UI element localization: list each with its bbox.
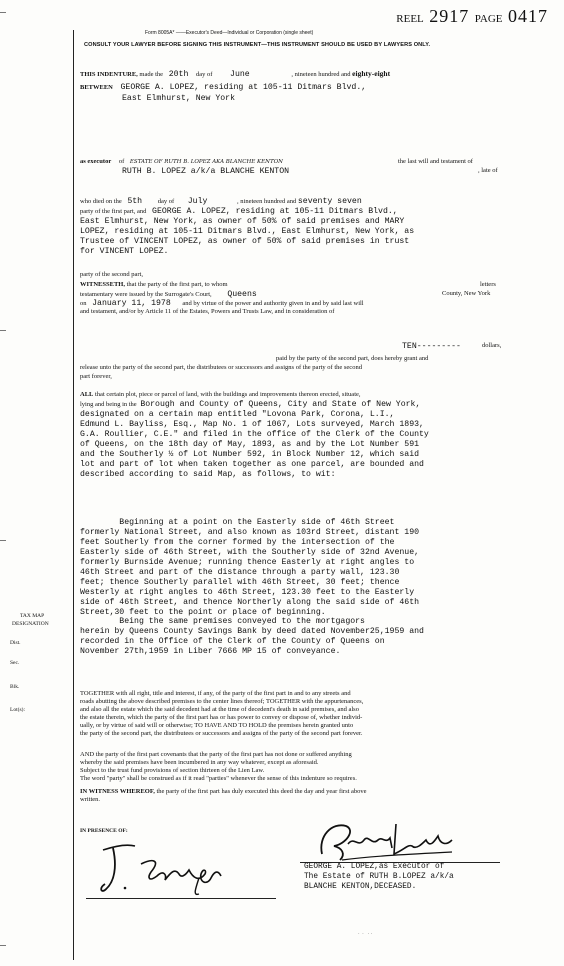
all-text-1: that certain plot, piece or parcel of land, with the buildings and improvements thereon erected, situate, [95, 391, 361, 398]
covenant-line: Subject to the trust fund provisions of section thirteen of the Lien Law. [80, 767, 265, 774]
died-year-pre: , nineteen hundred and [237, 198, 297, 205]
page-label: PAGE [474, 13, 503, 25]
in-presence-of: IN PRESENCE OF: [80, 828, 128, 834]
edge-mark [0, 12, 6, 13]
legal-desc-line: G.A. Roullier, C.E." and filed in the office of the Clerk of the County [80, 430, 429, 439]
beginning-line: feet Southerly from the corner formed by the intersection of the [80, 538, 395, 547]
witness-whereof-line2: written. [80, 796, 101, 803]
of-text: of [118, 158, 125, 165]
letters-date: January 11, 1978 [92, 299, 171, 308]
beginning-line: side of 46th Street, and thence Northerly along the said side of 46th [80, 598, 420, 607]
indenture-lead: THIS INDENTURE, [80, 71, 138, 78]
together-line: roads abutting the above described premises to the center lines thereof; TOGETHER with the appurtenances, [80, 698, 364, 705]
handwritten-estate-note: ESTATE OF RUTH B. LOPEZ AKA BLANCHE KENTON [129, 159, 283, 165]
grantee-line1 [80, 207, 510, 217]
being-line: recorded in the Office of the Clerk of the County of Queens on [80, 637, 385, 646]
lots-label: Lot(s): [10, 707, 25, 713]
covenant-line: The word "party" shall be construed as if it read "parties" whenever the sense of this indenture so requires. [80, 775, 357, 782]
indenture-day: 20th [168, 70, 189, 79]
reel-label: REEL [396, 13, 424, 25]
died-line [80, 197, 510, 207]
consult-lawyer-notice: CONSULT YOUR LAWYER BEFORE SIGNING THIS INSTRUMENT—THIS INSTRUMENT SHOULD BE USED BY LAWYERS ONLY. [84, 42, 431, 48]
legal-desc-line: and the Southerly ½ of Lot Number 592, in Block Number 12, which said [80, 450, 420, 459]
between-party-line1: GEORGE A. LOPEZ, residing at 105-11 Ditmars Blvd., [120, 83, 367, 92]
consideration-amount: TEN--------- [402, 342, 461, 351]
legal-desc-line: designated on a certain map entitled "Lovona Park, Corona, L.I., [80, 410, 395, 419]
together-line: TOGETHER with all right, title and interest, if any, of the party of the first part in and to any streets and [80, 690, 351, 697]
form-line: Form 8005A* ——Executor's Deed—Individual or Corporation (single sheet) [145, 30, 314, 36]
release-line1: release unto the party of the second part, the distributees or successors and assigns of the party of the second [80, 364, 362, 371]
indenture-line [80, 70, 510, 80]
tax-map-label: TAX MAP [20, 613, 45, 619]
witnesseth-text-1b: letters [480, 281, 496, 288]
indenture-year: eighty-eight [352, 69, 391, 78]
being-line: herein by Queens County Savings Bank by deed dated November25,1959 and [80, 627, 424, 636]
reel-number: 2917 [429, 6, 470, 26]
covenant-line: whereby the said premises have been incumbered in any way whatever, except as aforesaid. [80, 759, 319, 766]
sec-label: Sec. [10, 660, 20, 666]
reel-page-stamp [396, 6, 548, 27]
witnesseth-line1 [80, 281, 510, 289]
blk-label: Blk. [10, 684, 20, 690]
between-party-line2: East Elmhurst, New York [122, 94, 236, 103]
second-party-line: party of the second part, [80, 271, 143, 278]
executor-line [80, 158, 510, 166]
grantee-line4: Trustee of VINCENT LOPEZ, as owner of 50% of said premises in trust [80, 237, 410, 246]
grantee-text-1: GEORGE A. LOPEZ, residing at 105-11 Ditmars Blvd., [152, 207, 398, 216]
died-pre-text: who died on the [80, 198, 122, 205]
grantee-line2: East Elmhurst, New York, as owner of 50% of said premises and MARY [80, 217, 405, 226]
party-first-pre: party of the first part, and [80, 208, 147, 215]
year-pre-text: , nineteen hundred and [291, 71, 351, 78]
grantee-line3: LOPEZ, residing at 105-11 Ditmars Blvd., East Elmhurst, New York, as [80, 227, 415, 236]
beginning-line: Street,30 feet to the point or place of beginning. [80, 608, 326, 617]
between-line [80, 83, 510, 93]
made-text: made the [139, 71, 164, 78]
witnesseth-text-3a: on [80, 300, 87, 307]
paid-text: paid by the party of the second part, does hereby grant and [276, 355, 429, 362]
day-of-text: day of [195, 71, 213, 78]
left-margin-rule [73, 30, 74, 960]
dist-label: Dist. [10, 640, 21, 646]
as-executor-label: as executor [80, 158, 112, 165]
page-number: 0417 [508, 6, 548, 26]
decedent-line [80, 167, 510, 177]
beginning-line: Easterly side of 46th Street, with the Southerly side of 32nd Avenue, [80, 548, 420, 557]
grantee-line5: for VINCENT LOPEZ. [80, 247, 169, 256]
legal-desc-line: described according to said Map, as follows, to wit: [80, 470, 336, 479]
together-line: ually, or by virtue of said will or otherwise; TO HAVE AND TO HOLD the premises herein granted unto [80, 722, 354, 729]
all-text-2a: lying and being in the [80, 401, 137, 408]
decedent-name: RUTH B. LOPEZ a/k/a BLANCHE KENTON [122, 167, 290, 176]
signatory-line1: GEORGE A. LOPEZ,as Executor of [304, 863, 445, 871]
indenture-month: June [230, 70, 250, 79]
all-line1 [80, 391, 510, 399]
between-label: BETWEEN [80, 84, 113, 91]
died-dayof: day of [157, 198, 175, 205]
together-line: the estate therein, which the party of the first part has or has power to convey or dispose of, whether individ- [80, 714, 363, 721]
died-year: seventy seven [297, 197, 362, 206]
surrogate-county: Queens [227, 290, 257, 299]
witnesseth-text-1a: that the party of the first part, to whom [126, 281, 228, 288]
last-will-text: the last will and testament of [398, 158, 473, 165]
together-line: and also all the estate which the said decedent had at the time of decedent's death in said premises, and also [80, 706, 359, 713]
signatory-line2: The Estate of RUTH B.LOPEZ a/k/a [304, 873, 454, 881]
executor-signature [312, 814, 462, 864]
being-line: Being the same premises conveyed to the mortgagors [80, 617, 365, 626]
witnesseth-line4: and testament, and/or by Article 11 of the Estates, Powers and Trusts Law, and in consideration of [80, 308, 335, 315]
died-month: July [187, 197, 208, 206]
witnesseth-text-2c: County, New York [442, 290, 491, 297]
all-line2 [80, 400, 510, 410]
together-line: the party of the second part, the distributees or successors and assigns of the party of the second part forever. [80, 730, 363, 737]
witness-signature-line [86, 898, 276, 899]
edge-mark [0, 945, 6, 946]
beginning-line: 46th Street and part of the distance through a party wall, 123.30 [80, 568, 400, 577]
beginning-line: formerly National Street, and also known as 103rd Street, distant 190 [80, 528, 420, 537]
legal-desc-line: lot and part of lot when taken together as one parcel, are bounded and [80, 460, 424, 469]
beginning-line: Westerly at right angles to 46th Street, 123.30 feet to the Easterly [80, 588, 415, 597]
release-line2: part forever, [80, 373, 112, 380]
witnesseth-lead: WITNESSETH, [80, 281, 125, 288]
scan-specks: · · · · [358, 932, 373, 937]
beginning-line: formerly Burnside Avenue; running thence Easterly at right angles to [80, 558, 415, 567]
beginning-line: Beginning at a point on the Easterly side of 46th Street [80, 518, 395, 527]
witness-whereof-line [80, 788, 510, 796]
witness-signature [95, 838, 245, 898]
legal-desc-line: of Queens, on the 18th day of May, 1893, as and by the Lot Number 591 [80, 440, 420, 449]
being-line: November 27th,1959 in Liber 7666 MP 15 of conveyance. [80, 647, 341, 656]
edge-mark [0, 330, 6, 331]
all-lead: ALL [80, 391, 94, 398]
witnesseth-text-2a: testamentary were issued by the Surrogate's Court, [80, 291, 212, 298]
legal-desc-line: Edmund L. Bayliss, Esq., Map No. 1 of 1067, Lots surveyed, March 1893, [80, 420, 424, 429]
beginning-line: feet; thence Southerly parallel with 46th Street, 30 feet; thence [80, 578, 400, 587]
late-of-text: , late of [478, 167, 498, 174]
edge-mark [0, 540, 6, 541]
signatory-line3: BLANCHE KENTON,DECEASED. [304, 883, 417, 891]
witness-whereof-lead: IN WITNESS WHEREOF, [80, 788, 155, 795]
covenant-line: AND the party of the first part covenants that the party of the first part has not done or suffered anything [80, 751, 352, 758]
designation-label: DESIGNATION [12, 621, 49, 627]
died-day: 5th [127, 197, 143, 206]
witnesseth-text-3c: and by virtue of the power and authority given in and by said last will [182, 300, 364, 307]
dollars-text: dollars, [482, 342, 502, 349]
borough-text: Borough and County of Queens, City and State of New York, [140, 400, 421, 409]
witness-whereof-text: the party of the first part has duly executed this deed the day and year first above [156, 788, 367, 795]
